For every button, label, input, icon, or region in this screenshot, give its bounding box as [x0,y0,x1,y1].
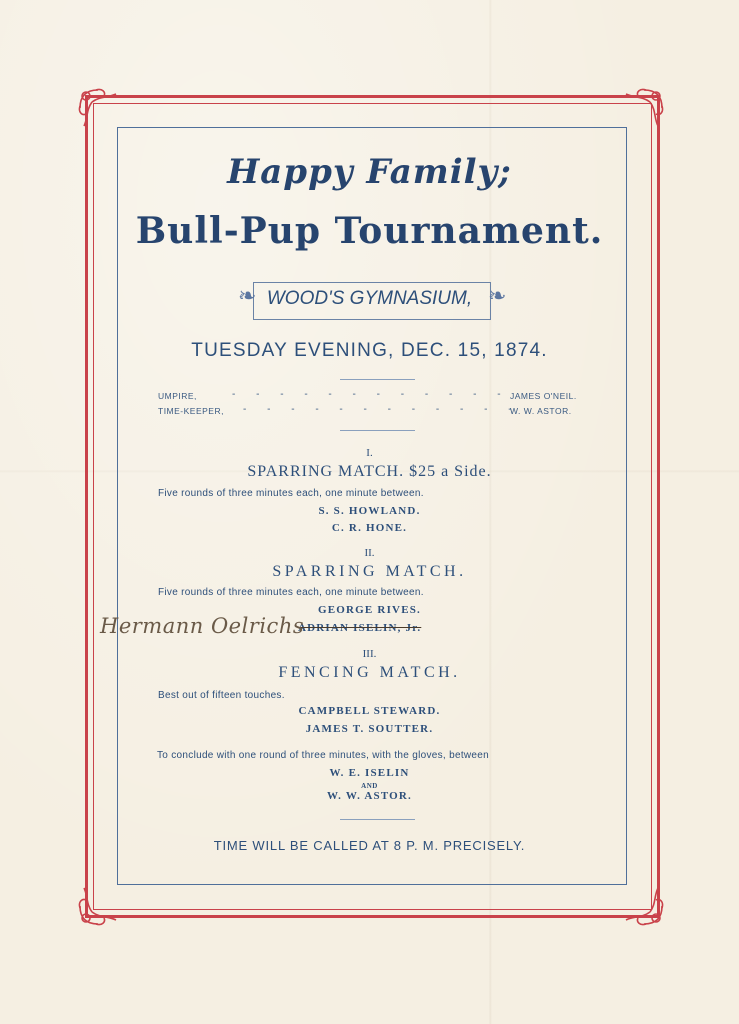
event-1-numeral: I. [366,447,373,459]
handwritten-note: Hermann Oelrichs [100,614,305,638]
event-1-contestant-2: C. R. HONE. [331,522,408,534]
title-line-1: Happy Family; [227,152,512,192]
event-1-contestant-1: S. S. HOWLAND. [318,505,421,517]
event-date: TUESDAY EVENING, DEC. 15, 1874. [191,340,548,361]
event-2-numeral: II. [364,547,375,559]
scroll-ornament-icon: ❧ [238,283,257,308]
event-1-rules: Five rounds of three minutes each, one minute between. [158,488,424,499]
event-3-title: FENCING MATCH. [278,664,461,681]
event-3-numeral: III. [362,648,377,660]
title-line-2: Bull-Pup Tournament. [135,210,604,252]
divider [340,430,415,431]
event-3-rules: Best out of fifteen touches. [158,690,285,701]
conclusion-contestant-2: W. W. ASTOR. [326,790,413,802]
leader-dashes: - - - - - - - - - - - - [243,404,521,415]
timekeeper-name: W. W. ASTOR. [510,406,572,416]
corner-ornament-icon [76,884,120,928]
event-3-contestant-1: CAMPBELL STEWARD. [298,705,441,717]
venue-name: WOOD'S GYMNASIUM, [266,288,473,309]
divider [340,379,415,380]
event-2-title: SPARRING MATCH. [272,563,467,580]
event-3-contestant-2: JAMES T. SOUTTER. [305,723,434,735]
scroll-ornament-icon: ❧ [488,283,507,308]
leader-dashes: - - - - - - - - - - - - [232,389,510,400]
conclusion-contestant-1: W. E. ISELIN [329,767,410,779]
event-2-rules: Five rounds of three minutes each, one minute between. [158,587,424,598]
corner-ornament-icon [76,86,120,130]
event-1-title: SPARRING MATCH. $25 a Side. [247,463,492,480]
event-2-contestant-2-struck: ADRIAN ISELIN, Jr. [298,622,422,634]
umpire-name: JAMES O'NEIL. [510,391,577,401]
closing-notice: TIME WILL BE CALLED AT 8 P. M. PRECISELY. [213,838,526,853]
corner-ornament-icon [622,884,666,928]
event-2-contestant-1: GEORGE RIVES. [317,604,421,616]
divider [340,819,415,820]
umpire-role: UMPIRE, [158,391,197,401]
timekeeper-role: TIME-KEEPER, [158,406,224,416]
conclusion-and: AND [361,782,378,790]
conclusion-text: To conclude with one round of three minutes, with the gloves, between [157,750,489,761]
corner-ornament-icon [622,86,666,130]
